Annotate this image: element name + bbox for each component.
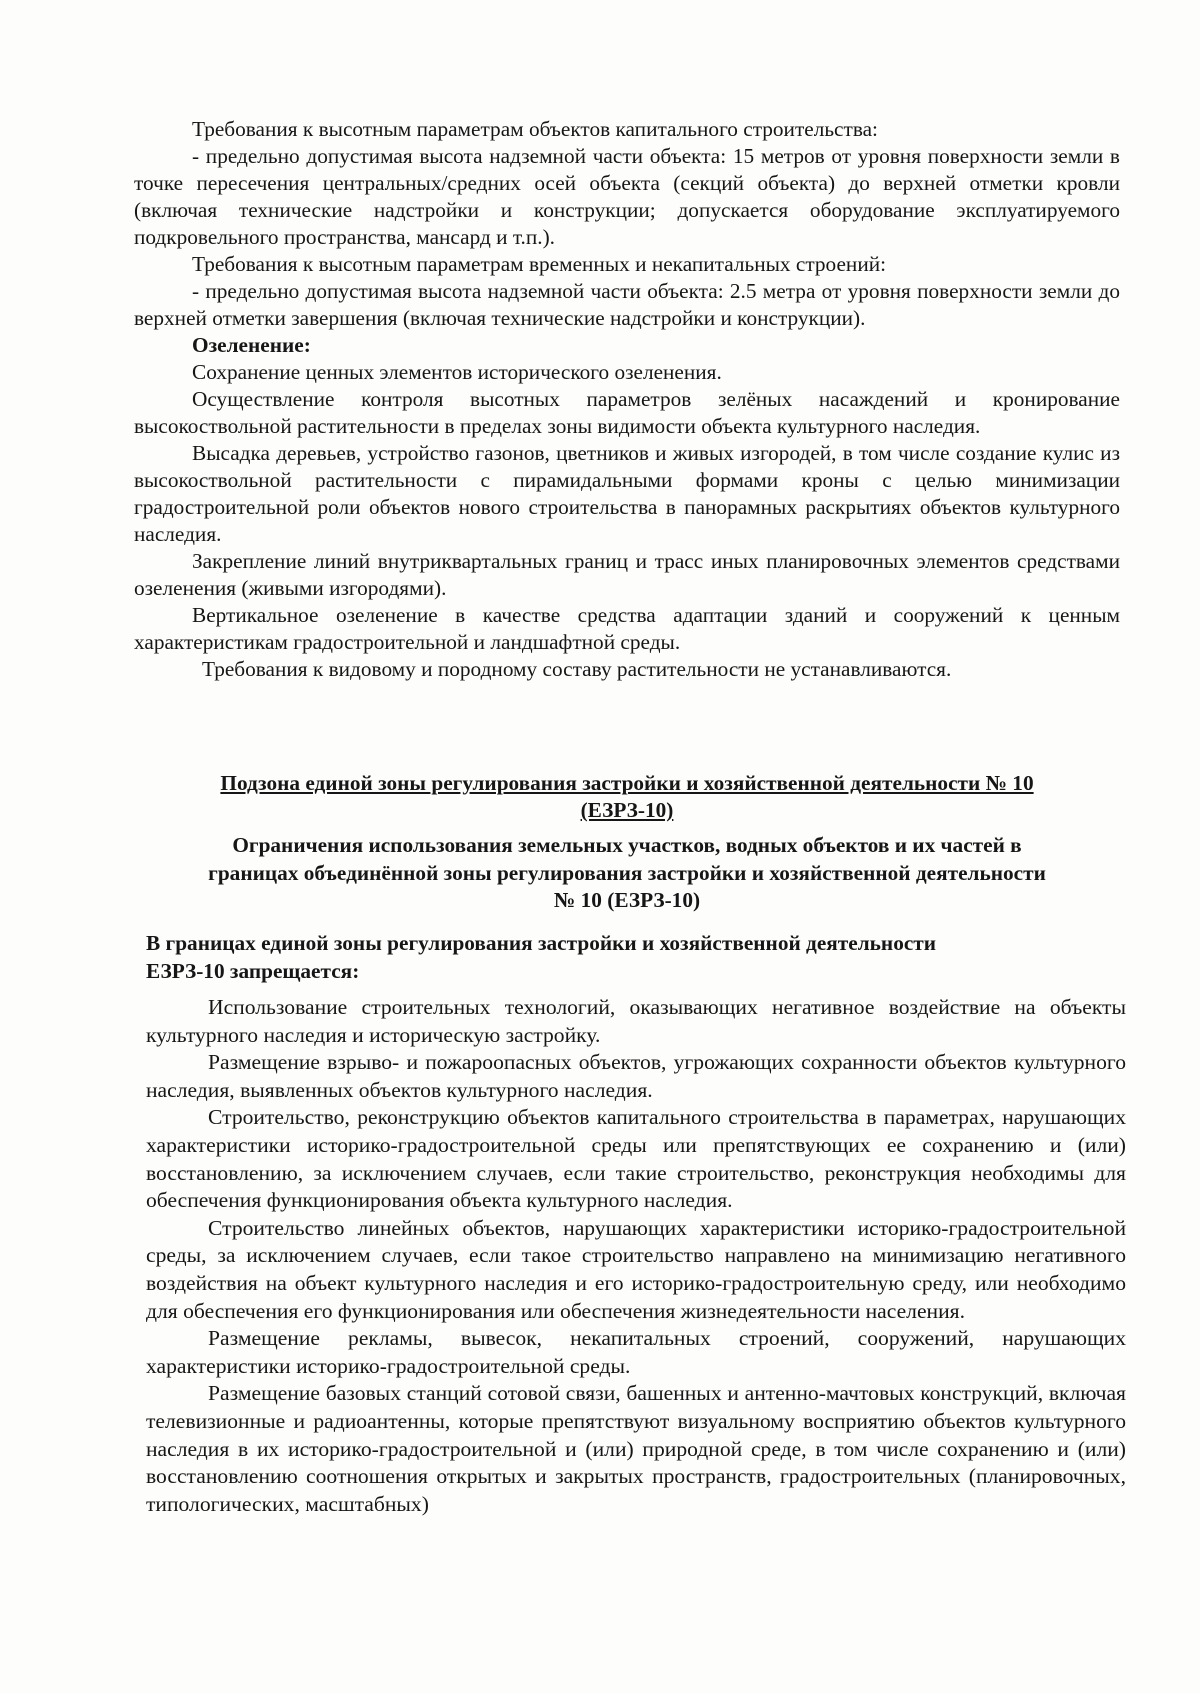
restrictions-heading-line: Ограничения использования земельных участков, водных объектов и их частей в	[232, 833, 1022, 857]
restrictions-heading	[134, 832, 1120, 915]
paragraph: Строительство линейных объектов, нарушающих характеристики историко-градостроительной среды, за исключением случаев, если такое строительство направлено на минимизацию негативного воздействия на объект культурного наследия и его историко-градостроительную среду, или необходимо для обеспечения его функционирования или обеспечения жизнедеятельности населения.	[146, 1215, 1126, 1323]
subzone-heading	[134, 770, 1120, 824]
paragraph: - предельно допустимая высота надземной части объекта: 2.5 метра от уровня поверхности земли до верхней отметки завершения (включая технические надстройки и конструкции).	[134, 279, 1120, 330]
prohibitions-list	[146, 994, 1126, 1518]
paragraph: Требования к видовому и породному составу растительности не устанавливаются.	[202, 657, 952, 681]
height-and-greening-section	[134, 116, 1120, 683]
forbidden-heading-line: В границах единой зоны регулирования застройки и хозяйственной деятельности	[146, 931, 937, 955]
restrictions-heading-line: № 10 (ЕЗРЗ-10)	[553, 888, 701, 912]
paragraph: - предельно допустимая высота надземной части объекта: 15 метров от уровня поверхности земли в точке пересечения центральных/средних осей объекта (секций объекта) до верхней отметки кровли (включая технические надстройки и конструкции; допускается оборудование эксплуатируемого подкровельного пространства, мансард и т.п.).	[134, 144, 1120, 249]
greening-heading: Озеленение:	[192, 333, 311, 357]
paragraph: Высадка деревьев, устройство газонов, цветников и живых изгородей, в том числе создание кулис из высокоствольной растительности с пирамидальными формами кроны с целью минимизации градостроительной роли объектов нового строительства в панорамных раскрытиях объектов культурного наследия.	[134, 441, 1120, 546]
paragraph: Размещение рекламы, вывесок, некапитальных строений, сооружений, нарушающих характеристики историко-градостроительной среды.	[146, 1326, 1126, 1378]
paragraph: Требования к высотным параметрам объектов капитального строительства:	[192, 117, 878, 141]
subzone-heading-line: Подзона единой зоны регулирования застройки и хозяйственной деятельности № 10	[220, 771, 1034, 795]
paragraph: Сохранение ценных элементов исторического озеленения.	[192, 360, 722, 384]
paragraph: Закрепление линий внутриквартальных границ и трасс иных планировочных элементов средствами озеленения (живыми изгородями).	[134, 549, 1120, 600]
subzone-heading-line: (ЕЗРЗ-10)	[580, 798, 674, 822]
paragraph: Вертикальное озеленение в качестве средства адаптации зданий и сооружений к ценным характеристикам градостроительной и ландшафтной среды.	[134, 603, 1120, 654]
restrictions-heading-line: границах объединённой зоны регулирования застройки и хозяйственной деятельности	[208, 860, 1046, 885]
paragraph: Размещение базовых станций сотовой связи, башенных и антенно-мачтовых конструкций, включая телевизионные и радиоантенны, которые препятствуют визуальному восприятию объектов культурного наследия в их историко-градостроительной и (или) природной среде, в том числе сохранению и (или) восстановлению соотношения открытых и закрытых пространств, градостроительных (планировочных, типологических, масштабных)	[146, 1381, 1126, 1516]
paragraph: Использование строительных технологий, оказывающих негативное воздействие на объекты культурного наследия и историческую застройку.	[146, 995, 1126, 1047]
forbidden-heading-line: ЕЗРЗ-10 запрещается:	[146, 958, 360, 983]
paragraph: Осуществление контроля высотных параметров зелёных насаждений и кронирование высокоствольной растительности в пределах зоны видимости объекта культурного наследия.	[134, 387, 1120, 438]
forbidden-heading	[146, 930, 1126, 985]
paragraph: Строительство, реконструкцию объектов капитального строительства в параметрах, нарушающих характеристики историко-градостроительной среды или препятствующих ее сохранению и (или) восстановлению, за исключением случаев, если такие строительство, реконструкция необходимы для обеспечения функционирования объекта культурного наследия.	[146, 1105, 1126, 1213]
paragraph: Размещение взрыво- и пожароопасных объектов, угрожающих сохранности объектов культурного наследия, выявленных объектов культурного наследия.	[146, 1050, 1126, 1102]
paragraph: Требования к высотным параметрам временных и некапитальных строений:	[192, 252, 887, 276]
